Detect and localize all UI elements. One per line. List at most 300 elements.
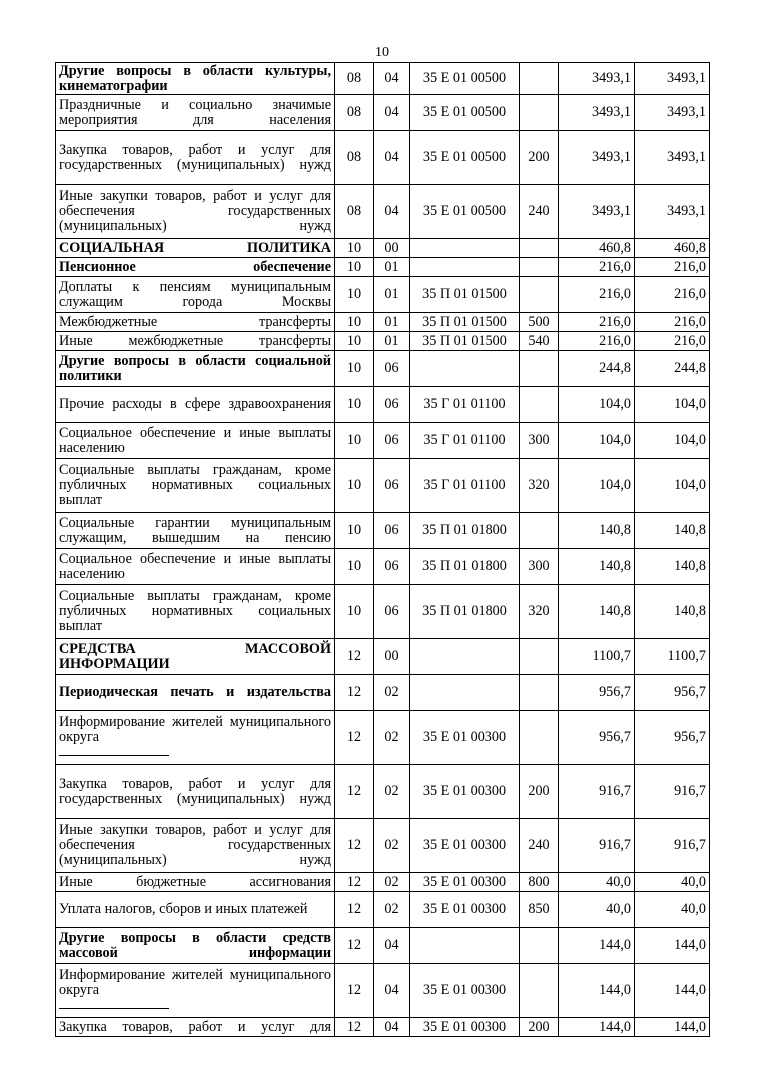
amount-2: [635, 351, 710, 387]
target-article-code: [410, 277, 520, 313]
budget-table: [55, 62, 710, 1037]
section-code: [335, 964, 374, 1018]
table-row: [56, 513, 710, 549]
amount-2: [635, 459, 710, 513]
amount-2: [635, 387, 710, 423]
expense-type-code: [520, 964, 559, 1018]
section-code: [335, 313, 374, 332]
amount-2-text: 144,0: [674, 982, 706, 998]
expense-type-code-text: 200: [528, 1018, 550, 1035]
subsection-code: [374, 639, 410, 675]
amount-2-text: 3493,1: [666, 104, 706, 120]
amount-2-text: 140,8: [674, 558, 706, 574]
amount-1: [559, 513, 635, 549]
amount-2: [635, 819, 710, 873]
row-name: [56, 711, 335, 765]
amount-2-text: 104,0: [674, 477, 706, 493]
expense-type-code-text: 320: [528, 603, 550, 619]
expense-type-code: [520, 131, 559, 185]
row-name-text: Прочие расходы в сфере здравоохранения: [59, 396, 331, 412]
target-article-code-text: 35 П 01 01500: [422, 332, 507, 349]
section-code: [335, 258, 374, 277]
subsection-code-text: 04: [384, 149, 399, 165]
amount-1: [559, 63, 635, 95]
row-name-text: Иные бюджетные ассигнования: [59, 873, 331, 890]
amount-2-text: 916,7: [674, 783, 706, 799]
row-name: [56, 549, 335, 585]
expense-type-code: [520, 549, 559, 585]
target-article-code-text: 35 Е 01 00500: [422, 104, 507, 120]
amount-1: [559, 964, 635, 1018]
amount-2-text: 216,0: [674, 332, 706, 349]
subsection-code: [374, 185, 410, 239]
table-row: [56, 819, 710, 873]
target-article-code: [410, 513, 520, 549]
subsection-code-text: 04: [384, 70, 399, 86]
amount-2-text: 144,0: [674, 1018, 706, 1035]
expense-type-code-text: 300: [528, 432, 550, 448]
section-code-text: 10: [346, 477, 362, 493]
amount-1-text: 244,8: [599, 360, 631, 376]
amount-2: [635, 639, 710, 675]
table-row: [56, 277, 710, 313]
table-row: [56, 928, 710, 964]
amount-1-text: 216,0: [599, 286, 631, 302]
subsection-code-text: 06: [384, 477, 399, 493]
table-row: [56, 332, 710, 351]
section-code: [335, 585, 374, 639]
row-name: [56, 351, 335, 387]
section-code-text: 12: [346, 684, 362, 700]
amount-1: [559, 185, 635, 239]
expense-type-code: [520, 239, 559, 258]
section-code-text: 10: [346, 286, 362, 302]
subsection-code-text: 04: [384, 1018, 399, 1035]
target-article-code: [410, 675, 520, 711]
amount-2-text: 3493,1: [666, 149, 706, 165]
row-name-text: Социальные выплаты гражданам, кроме публичных нормативных социальных выплат: [59, 588, 331, 634]
target-article-code-text: 35 Е 01 00300: [422, 982, 507, 998]
row-name-text: Информирование жителей муниципального округа: [59, 967, 331, 998]
target-article-code-text: 35 П 01 01800: [422, 558, 507, 574]
target-article-code: [410, 95, 520, 131]
amount-1: [559, 332, 635, 351]
table-row: [56, 95, 710, 131]
amount-2: [635, 675, 710, 711]
target-article-code-text: 35 П 01 01800: [422, 522, 507, 538]
amount-2: [635, 258, 710, 277]
subsection-code: [374, 131, 410, 185]
expense-type-code: [520, 675, 559, 711]
subsection-code: [374, 819, 410, 873]
row-name: [56, 63, 335, 95]
amount-2-text: 216,0: [674, 286, 706, 302]
amount-1-text: 956,7: [599, 729, 631, 745]
amount-1: [559, 639, 635, 675]
subsection-code: [374, 459, 410, 513]
section-code: [335, 387, 374, 423]
row-name-text: Закупка товаров, работ и услуг для государственных (муниципальных) нужд: [59, 775, 331, 807]
target-article-code-text: 35 Е 01 00300: [422, 873, 507, 890]
amount-1-text: 3493,1: [591, 70, 631, 86]
row-name-text: Праздничные и социально значимые мероприятия для населения: [59, 96, 331, 128]
amount-1-text: 216,0: [599, 332, 631, 349]
row-name-text: Социальные выплаты гражданам, кроме публичных нормативных социальных выплат: [59, 462, 331, 508]
section-code-text: 10: [346, 603, 362, 619]
target-article-code: [410, 459, 520, 513]
row-name-text: Доплаты к пенсиям муниципальным служащим города Москвы: [59, 278, 331, 310]
amount-1-text: 140,8: [599, 522, 631, 538]
target-article-code: [410, 131, 520, 185]
blank-underline: [59, 1002, 169, 1009]
amount-1-text: 216,0: [599, 258, 631, 275]
table-row: [56, 639, 710, 675]
amount-2: [635, 711, 710, 765]
amount-1: [559, 95, 635, 131]
section-code-text: 12: [346, 1018, 362, 1035]
amount-1: [559, 423, 635, 459]
subsection-code-text: 04: [384, 937, 399, 953]
subsection-code: [374, 423, 410, 459]
target-article-code: [410, 639, 520, 675]
table-row: [56, 313, 710, 332]
section-code: [335, 332, 374, 351]
section-code-text: 10: [346, 522, 362, 538]
subsection-code-text: 04: [384, 982, 399, 998]
subsection-code: [374, 332, 410, 351]
expense-type-code: [520, 423, 559, 459]
subsection-code: [374, 873, 410, 892]
section-code-text: 12: [346, 729, 362, 745]
target-article-code-text: 35 Е 01 00300: [422, 837, 507, 853]
subsection-code: [374, 765, 410, 819]
subsection-code-text: 04: [384, 203, 399, 219]
target-article-code: [410, 351, 520, 387]
amount-2: [635, 513, 710, 549]
table-row: [56, 63, 710, 95]
amount-1-text: 140,8: [599, 603, 631, 619]
section-code: [335, 63, 374, 95]
amount-2-text: 3493,1: [666, 203, 706, 219]
row-name-text: Пенсионное обеспечение: [59, 258, 331, 275]
section-code: [335, 185, 374, 239]
target-article-code: [410, 63, 520, 95]
section-code-text: 10: [346, 258, 362, 275]
amount-1-text: 916,7: [599, 837, 631, 853]
section-code: [335, 711, 374, 765]
subsection-code-text: 06: [384, 522, 399, 538]
subsection-code: [374, 585, 410, 639]
amount-2: [635, 928, 710, 964]
subsection-code-text: 06: [384, 360, 399, 376]
amount-2: [635, 1018, 710, 1037]
target-article-code: [410, 585, 520, 639]
row-name: [56, 277, 335, 313]
amount-1: [559, 459, 635, 513]
section-code-text: 10: [346, 239, 362, 256]
expense-type-code-text: 320: [528, 477, 550, 493]
subsection-code-text: 02: [384, 873, 399, 890]
amount-1-text: 3493,1: [591, 104, 631, 120]
expense-type-code: [520, 277, 559, 313]
table-row: [56, 387, 710, 423]
amount-1-text: 216,0: [599, 313, 631, 330]
row-name: [56, 873, 335, 892]
row-name-text: Периодическая печать и издательства: [59, 684, 331, 700]
amount-2: [635, 892, 710, 928]
expense-type-code: [520, 1018, 559, 1037]
table-row: [56, 873, 710, 892]
amount-2-text: 216,0: [674, 258, 706, 275]
table-row: [56, 351, 710, 387]
row-name: [56, 585, 335, 639]
row-name-text: Другие вопросы в области социальной политики: [59, 352, 331, 384]
amount-2: [635, 131, 710, 185]
table-row: [56, 459, 710, 513]
row-name-text: Иные межбюджетные трансферты: [59, 332, 331, 349]
amount-2-text: 216,0: [674, 313, 706, 330]
subsection-code: [374, 258, 410, 277]
section-code-text: 10: [346, 360, 362, 376]
amount-2-text: 140,8: [674, 603, 706, 619]
row-name-text: Уплата налогов, сборов и иных платежей: [59, 901, 308, 917]
target-article-code: [410, 819, 520, 873]
row-name: [56, 819, 335, 873]
amount-1: [559, 585, 635, 639]
target-article-code-text: 35 Е 01 00300: [422, 729, 507, 745]
subsection-code-text: 02: [384, 783, 399, 799]
table-row: [56, 131, 710, 185]
subsection-code-text: 02: [384, 729, 399, 745]
target-article-code: [410, 892, 520, 928]
amount-1-text: 3493,1: [591, 149, 631, 165]
target-article-code-text: 35 Г 01 01100: [423, 432, 506, 448]
subsection-code: [374, 1018, 410, 1037]
subsection-code-text: 01: [384, 332, 399, 349]
amount-2-text: 144,0: [674, 937, 706, 953]
table-row: [56, 765, 710, 819]
section-code: [335, 513, 374, 549]
amount-2-text: 104,0: [674, 396, 706, 412]
row-name-text: Социальные гарантии муниципальным служащим, вышедшим на пенсию: [59, 514, 331, 546]
amount-1-text: 916,7: [599, 783, 631, 799]
amount-1-text: 956,7: [599, 684, 631, 700]
row-name: [56, 387, 335, 423]
section-code-text: 12: [346, 937, 362, 953]
row-name: [56, 131, 335, 185]
amount-1: [559, 313, 635, 332]
target-article-code: [410, 1018, 520, 1037]
amount-1-text: 144,0: [599, 937, 631, 953]
table-row: [56, 185, 710, 239]
expense-type-code: [520, 332, 559, 351]
subsection-code: [374, 928, 410, 964]
target-article-code-text: 35 П 01 01500: [422, 286, 507, 302]
table-row: [56, 675, 710, 711]
subsection-code-text: 06: [384, 396, 399, 412]
amount-1-text: 104,0: [599, 477, 631, 493]
amount-1: [559, 675, 635, 711]
amount-2: [635, 95, 710, 131]
expense-type-code: [520, 459, 559, 513]
row-name: [56, 332, 335, 351]
subsection-code: [374, 387, 410, 423]
amount-1: [559, 131, 635, 185]
section-code-text: 10: [346, 313, 362, 330]
subsection-code: [374, 239, 410, 258]
amount-2: [635, 239, 710, 258]
section-code: [335, 423, 374, 459]
amount-1: [559, 711, 635, 765]
blank-underline: [59, 749, 169, 756]
subsection-code: [374, 964, 410, 1018]
amount-1: [559, 351, 635, 387]
amount-1-text: 40,0: [606, 901, 631, 917]
target-article-code: [410, 332, 520, 351]
expense-type-code-text: 200: [528, 783, 550, 799]
expense-type-code-text: 850: [528, 901, 550, 917]
section-code-text: 08: [346, 104, 362, 120]
subsection-code: [374, 711, 410, 765]
amount-1: [559, 765, 635, 819]
expense-type-code: [520, 928, 559, 964]
section-code-text: 10: [346, 558, 362, 574]
section-code: [335, 892, 374, 928]
target-article-code-text: 35 П 01 01800: [422, 603, 507, 619]
row-name: [56, 1018, 335, 1037]
section-code-text: 10: [346, 432, 362, 448]
row-name-text: Закупка товаров, работ и услуг для государственных (муниципальных) нужд: [59, 141, 331, 173]
expense-type-code: [520, 639, 559, 675]
subsection-code: [374, 549, 410, 585]
amount-1-text: 104,0: [599, 432, 631, 448]
subsection-code-text: 02: [384, 901, 399, 917]
amount-2: [635, 585, 710, 639]
section-code-text: 12: [346, 873, 362, 890]
row-name: [56, 313, 335, 332]
expense-type-code: [520, 63, 559, 95]
section-code: [335, 873, 374, 892]
target-article-code-text: 35 Г 01 01100: [423, 396, 506, 412]
target-article-code-text: 35 Е 01 00300: [422, 1018, 507, 1035]
amount-2-text: 104,0: [674, 432, 706, 448]
target-article-code-text: 35 Е 01 00500: [422, 70, 507, 86]
target-article-code-text: 35 Е 01 00500: [422, 149, 507, 165]
target-article-code-text: 35 Е 01 00300: [422, 901, 507, 917]
target-article-code: [410, 239, 520, 258]
section-code-text: 10: [346, 332, 362, 349]
subsection-code-text: 02: [384, 837, 399, 853]
target-article-code-text: 35 Е 01 00500: [422, 203, 507, 219]
expense-type-code-text: 240: [528, 837, 550, 853]
subsection-code-text: 00: [384, 648, 399, 664]
amount-1: [559, 873, 635, 892]
amount-2-text: 244,8: [674, 360, 706, 376]
target-article-code: [410, 765, 520, 819]
subsection-code: [374, 351, 410, 387]
section-code-text: 12: [346, 648, 362, 664]
section-code: [335, 351, 374, 387]
expense-type-code-text: 300: [528, 558, 550, 574]
amount-2: [635, 332, 710, 351]
section-code: [335, 1018, 374, 1037]
subsection-code: [374, 892, 410, 928]
subsection-code: [374, 95, 410, 131]
section-code: [335, 765, 374, 819]
subsection-code: [374, 675, 410, 711]
expense-type-code: [520, 873, 559, 892]
section-code: [335, 928, 374, 964]
target-article-code: [410, 928, 520, 964]
target-article-code: [410, 185, 520, 239]
amount-1: [559, 277, 635, 313]
amount-2: [635, 549, 710, 585]
amount-2-text: 956,7: [674, 729, 706, 745]
target-article-code-text: 35 Е 01 00300: [422, 783, 507, 799]
amount-1: [559, 239, 635, 258]
expense-type-code: [520, 95, 559, 131]
row-name: [56, 95, 335, 131]
subsection-code-text: 04: [384, 104, 399, 120]
amount-2-text: 140,8: [674, 522, 706, 538]
target-article-code-text: 35 П 01 01500: [422, 313, 507, 330]
row-name: [56, 928, 335, 964]
table-row: [56, 423, 710, 459]
amount-2: [635, 277, 710, 313]
row-name: [56, 423, 335, 459]
subsection-code: [374, 63, 410, 95]
table-row: [56, 964, 710, 1018]
subsection-code: [374, 513, 410, 549]
target-article-code: [410, 313, 520, 332]
row-name-text: Иные закупки товаров, работ и услуг для обеспечения государственных (муниципальных) нужд: [59, 188, 331, 234]
row-name-text: Социальное обеспечение и иные выплаты населению: [59, 550, 331, 582]
target-article-code: [410, 387, 520, 423]
target-article-code: [410, 258, 520, 277]
amount-1-text: 104,0: [599, 396, 631, 412]
page-number: 10: [375, 45, 389, 60]
section-code-text: 12: [346, 982, 362, 998]
expense-type-code: [520, 313, 559, 332]
expense-type-code: [520, 513, 559, 549]
table-row: [56, 239, 710, 258]
row-name-text: Межбюджетные трансферты: [59, 313, 331, 330]
row-name-text: СРЕДСТВА МАССОВОЙ ИНФОРМАЦИИ: [59, 640, 331, 672]
row-name: [56, 892, 335, 928]
amount-1: [559, 928, 635, 964]
section-code-text: 12: [346, 901, 362, 917]
expense-type-code-text: 800: [528, 873, 550, 890]
expense-type-code-text: 540: [528, 332, 550, 349]
amount-1-text: 3493,1: [591, 203, 631, 219]
row-name: [56, 675, 335, 711]
row-name-text: Другие вопросы в области средств массовой информации: [59, 929, 331, 961]
row-name: [56, 964, 335, 1018]
target-article-code: [410, 873, 520, 892]
section-code-text: 08: [346, 70, 362, 86]
amount-2: [635, 873, 710, 892]
amount-1-text: 40,0: [606, 873, 631, 890]
expense-type-code-text: 240: [528, 203, 550, 219]
target-article-code-text: 35 Г 01 01100: [423, 477, 506, 493]
amount-2: [635, 964, 710, 1018]
section-code-text: 10: [346, 396, 362, 412]
row-name: [56, 239, 335, 258]
amount-1: [559, 387, 635, 423]
expense-type-code: [520, 185, 559, 239]
amount-2-text: 40,0: [681, 901, 706, 917]
row-name: [56, 459, 335, 513]
